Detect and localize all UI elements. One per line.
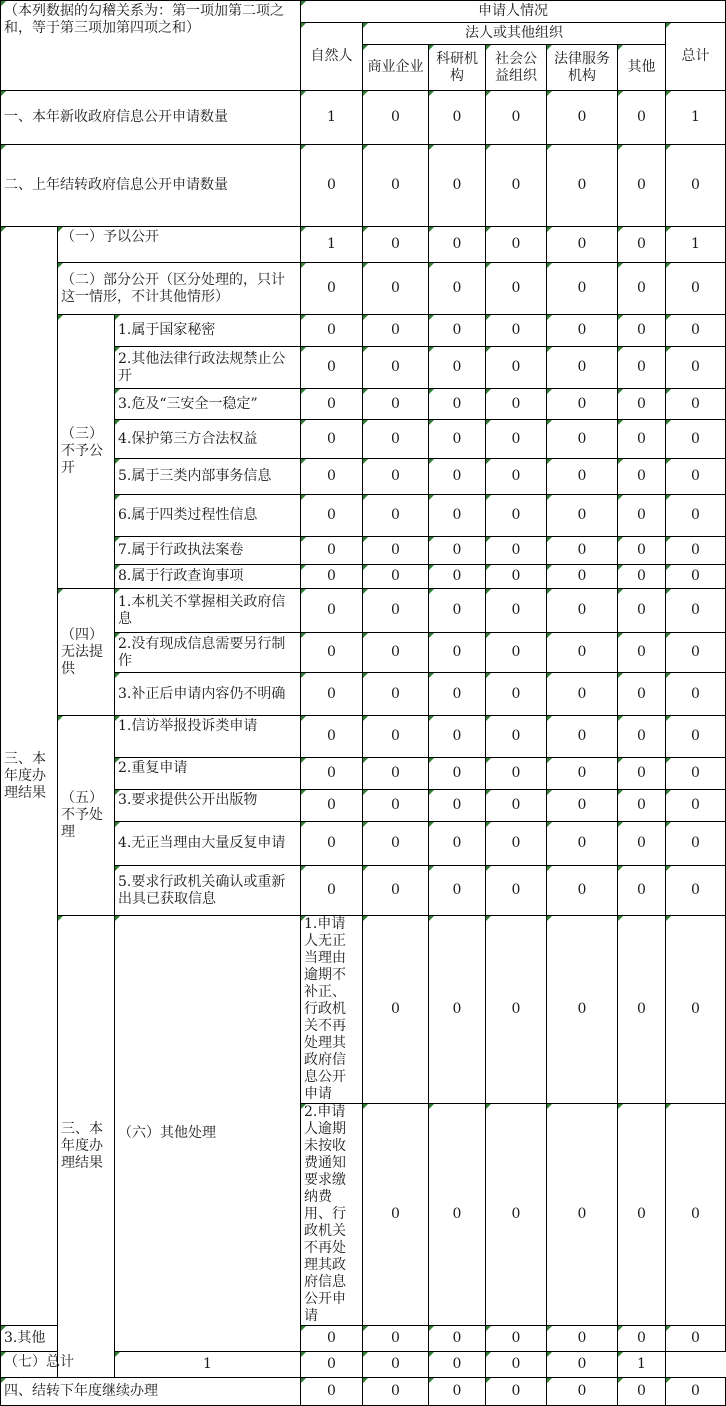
value-cell: 0 <box>618 389 666 420</box>
value-cell: 0 <box>363 633 429 673</box>
value-cell: 0 <box>547 263 618 315</box>
header-sub-column: 商业企业 <box>363 45 429 91</box>
value-cell: 0 <box>666 673 726 716</box>
value-cell: 0 <box>547 589 618 633</box>
section-4-label: 四、结转下年度继续办理 <box>1 1378 301 1406</box>
value-cell: 0 <box>429 227 486 263</box>
value-cell: 0 <box>363 758 429 790</box>
value-cell: 0 <box>547 145 618 227</box>
value-cell: 0 <box>363 420 429 459</box>
group-3-label: （三）不予公开 <box>58 315 115 589</box>
value-cell: 0 <box>666 633 726 673</box>
value-cell: 0 <box>666 589 726 633</box>
value-cell: 0 <box>301 537 363 565</box>
value-cell: 0 <box>486 263 547 315</box>
value-cell: 0 <box>363 565 429 589</box>
value-cell: 0 <box>429 673 486 716</box>
value-cell: 0 <box>301 565 363 589</box>
value-cell: 0 <box>363 91 429 145</box>
value-cell: 0 <box>486 673 547 716</box>
value-cell: 0 <box>363 822 429 866</box>
value-cell: 0 <box>363 459 429 495</box>
value-cell: 0 <box>666 716 726 758</box>
item-label: 1.申请人无正当理由逾期不补正、行政机关不再处理其政府信息公开申请 <box>301 916 363 1104</box>
value-cell: 1 <box>666 227 726 263</box>
value-cell: 0 <box>363 1104 429 1326</box>
value-cell: 1 <box>115 1352 301 1378</box>
value-cell: 0 <box>618 916 666 1104</box>
value-cell: 0 <box>486 347 547 389</box>
value-cell: 0 <box>301 822 363 866</box>
value-cell: 0 <box>301 866 363 916</box>
value-cell: 0 <box>486 565 547 589</box>
value-cell: 0 <box>547 537 618 565</box>
value-cell: 0 <box>666 1326 726 1352</box>
group-5-label: （五）不予处理 <box>58 716 115 916</box>
header-sub-column: 其他 <box>618 45 666 91</box>
value-cell: 0 <box>429 145 486 227</box>
value-cell: 0 <box>301 790 363 822</box>
value-cell: 0 <box>429 91 486 145</box>
value-cell: 0 <box>547 420 618 459</box>
item-label: 3.补正后申请内容仍不明确 <box>115 673 301 716</box>
item-label: 2.重复申请 <box>115 758 301 790</box>
item-label: 5.要求行政机关确认或重新出具已获取信息 <box>115 866 301 916</box>
value-cell: 0 <box>618 420 666 459</box>
header-sub-column: 法律服务机构 <box>547 45 618 91</box>
value-cell: 0 <box>301 459 363 495</box>
value-cell: 0 <box>363 866 429 916</box>
value-cell: 0 <box>363 537 429 565</box>
value-cell: 0 <box>363 716 429 758</box>
value-cell: 0 <box>486 91 547 145</box>
value-cell: 0 <box>301 389 363 420</box>
value-cell: 0 <box>547 495 618 537</box>
value-cell: 0 <box>547 866 618 916</box>
value-cell: 0 <box>486 145 547 227</box>
value-cell: 0 <box>547 633 618 673</box>
item-label: 5.属于三类内部事务信息 <box>115 459 301 495</box>
value-cell: 0 <box>618 822 666 866</box>
value-cell: 0 <box>301 145 363 227</box>
item-label: 4.保护第三方合法权益 <box>115 420 301 459</box>
value-cell: 0 <box>363 227 429 263</box>
value-cell: 0 <box>547 758 618 790</box>
value-cell: 0 <box>666 389 726 420</box>
value-cell: 0 <box>301 716 363 758</box>
value-cell: 0 <box>486 1378 547 1406</box>
value-cell: 0 <box>486 716 547 758</box>
value-cell: 0 <box>618 589 666 633</box>
value-cell: 0 <box>429 420 486 459</box>
item-label: 4.无正当理由大量反复申请 <box>115 822 301 866</box>
value-cell: 0 <box>429 633 486 673</box>
value-cell: 0 <box>363 1326 429 1352</box>
value-cell: 0 <box>666 537 726 565</box>
value-cell: 0 <box>429 589 486 633</box>
value-cell: 0 <box>429 389 486 420</box>
value-cell: 0 <box>429 315 486 347</box>
value-cell: 0 <box>547 91 618 145</box>
value-cell: 0 <box>618 758 666 790</box>
value-cell: 0 <box>547 916 618 1104</box>
value-cell: 0 <box>618 145 666 227</box>
value-cell: 1 <box>618 1352 666 1378</box>
item-label: 2.申请人逾期未按收费通知要求缴纳费用、行政机关不再处理其政府信息公开申请 <box>301 1104 363 1326</box>
value-cell: 0 <box>486 758 547 790</box>
value-cell: 0 <box>486 822 547 866</box>
value-cell: 0 <box>363 347 429 389</box>
value-cell: 0 <box>429 537 486 565</box>
item-label: 3.要求提供公开出版物 <box>115 790 301 822</box>
value-cell: 1 <box>301 91 363 145</box>
value-cell: 0 <box>429 1326 486 1352</box>
value-cell: 0 <box>666 1104 726 1326</box>
value-cell: 0 <box>429 347 486 389</box>
group-2-label: （二）部分公开（区分处理的，只计这一情形，不计其他情形） <box>58 263 301 315</box>
value-cell: 0 <box>547 389 618 420</box>
value-cell: 0 <box>618 673 666 716</box>
value-cell: 0 <box>486 459 547 495</box>
item-label: 1.属于国家秘密 <box>115 315 301 347</box>
value-cell: 0 <box>486 227 547 263</box>
value-cell: 0 <box>301 420 363 459</box>
value-cell: 0 <box>618 263 666 315</box>
value-cell: 0 <box>618 565 666 589</box>
item-label: 8.属于行政查询事项 <box>115 565 301 589</box>
value-cell: 0 <box>429 866 486 916</box>
value-cell: 0 <box>429 1378 486 1406</box>
value-cell: 0 <box>486 866 547 916</box>
value-cell: 0 <box>666 866 726 916</box>
value-cell: 0 <box>618 1104 666 1326</box>
value-cell: 0 <box>666 758 726 790</box>
value-cell: 0 <box>486 1104 547 1326</box>
value-cell: 0 <box>618 227 666 263</box>
value-cell: 0 <box>363 589 429 633</box>
value-cell: 0 <box>363 495 429 537</box>
value-cell: 0 <box>547 315 618 347</box>
value-cell: 0 <box>666 347 726 389</box>
value-cell: 0 <box>363 1352 429 1378</box>
value-cell: 0 <box>547 227 618 263</box>
value-cell: 0 <box>618 1326 666 1352</box>
value-cell: 0 <box>547 459 618 495</box>
value-cell: 0 <box>429 459 486 495</box>
group-4-label: （四）无法提供 <box>58 589 115 716</box>
item-label: 3.危及“三安全一稳定” <box>115 389 301 420</box>
value-cell: 0 <box>618 716 666 758</box>
value-cell: 0 <box>363 389 429 420</box>
value-cell: 0 <box>547 716 618 758</box>
header-sub-column: 科研机构 <box>429 45 486 91</box>
value-cell: 0 <box>429 565 486 589</box>
value-cell: 0 <box>429 822 486 866</box>
value-cell: 0 <box>666 790 726 822</box>
value-cell: 0 <box>666 145 726 227</box>
value-cell: 0 <box>486 389 547 420</box>
value-cell: 0 <box>301 263 363 315</box>
value-cell: 0 <box>486 1326 547 1352</box>
section-3-label-repeat: 三、本年度办理结果 <box>58 916 115 1378</box>
group-1-label: （一）予以公开 <box>58 227 301 263</box>
value-cell: 0 <box>666 565 726 589</box>
value-cell: 0 <box>486 790 547 822</box>
value-cell: 0 <box>301 1326 363 1352</box>
value-cell: 0 <box>486 1352 547 1378</box>
group-7-label: （七）总计 <box>1 1352 115 1378</box>
value-cell: 0 <box>547 673 618 716</box>
item-label: 1.本机关不掌握相关政府信息 <box>115 589 301 633</box>
header-total: 总计 <box>666 23 726 91</box>
value-cell: 0 <box>429 1104 486 1326</box>
value-cell: 0 <box>486 589 547 633</box>
value-cell: 0 <box>547 347 618 389</box>
value-cell: 0 <box>429 495 486 537</box>
value-cell: 0 <box>666 420 726 459</box>
header-note: （本列数据的勾稽关系为：第一项加第二项之和，等于第三项加第四项之和） <box>1 1 301 91</box>
value-cell: 0 <box>618 866 666 916</box>
value-cell: 0 <box>666 1378 726 1406</box>
value-cell: 0 <box>301 1378 363 1406</box>
header-applicant-situation: 申请人情况 <box>301 1 726 23</box>
value-cell: 0 <box>429 790 486 822</box>
value-cell: 0 <box>666 315 726 347</box>
item-label: 2.其他法律行政法规禁止公开 <box>115 347 301 389</box>
value-cell: 0 <box>363 1378 429 1406</box>
value-cell: 0 <box>301 1352 363 1378</box>
value-cell: 1 <box>666 91 726 145</box>
value-cell: 0 <box>429 1352 486 1378</box>
value-cell: 0 <box>363 145 429 227</box>
value-cell: 0 <box>547 1352 618 1378</box>
value-cell: 0 <box>363 790 429 822</box>
value-cell: 0 <box>301 347 363 389</box>
header-legal-org: 法人或其他组织 <box>363 23 666 45</box>
section-3-label: 三、本年度办理结果 <box>1 227 58 1326</box>
value-cell: 1 <box>301 227 363 263</box>
value-cell: 0 <box>429 758 486 790</box>
value-cell: 0 <box>301 315 363 347</box>
value-cell: 0 <box>429 716 486 758</box>
value-cell: 0 <box>618 91 666 145</box>
value-cell: 0 <box>486 537 547 565</box>
item-label: 7.属于行政执法案卷 <box>115 537 301 565</box>
value-cell: 0 <box>301 633 363 673</box>
value-cell: 0 <box>301 673 363 716</box>
value-cell: 0 <box>666 263 726 315</box>
value-cell: 0 <box>618 1378 666 1406</box>
group-6-label: （六）其他处理 <box>115 916 301 1352</box>
value-cell: 0 <box>486 420 547 459</box>
value-cell: 0 <box>618 347 666 389</box>
value-cell: 0 <box>547 1104 618 1326</box>
value-cell: 0 <box>363 673 429 716</box>
value-cell: 0 <box>363 263 429 315</box>
value-cell: 0 <box>486 315 547 347</box>
value-cell: 0 <box>363 916 429 1104</box>
value-cell: 0 <box>618 315 666 347</box>
value-cell: 0 <box>547 790 618 822</box>
value-cell: 0 <box>486 495 547 537</box>
item-label: 3.其他 <box>1 1326 58 1352</box>
value-cell: 0 <box>618 459 666 495</box>
value-cell: 0 <box>486 633 547 673</box>
value-cell: 0 <box>666 495 726 537</box>
value-cell: 0 <box>618 790 666 822</box>
item-label: 2.没有现成信息需要另行制作 <box>115 633 301 673</box>
section-1-label: 一、本年新收政府信息公开申请数量 <box>1 91 301 145</box>
value-cell: 0 <box>301 589 363 633</box>
value-cell: 0 <box>429 263 486 315</box>
value-cell: 0 <box>547 1378 618 1406</box>
value-cell: 0 <box>429 916 486 1104</box>
value-cell: 0 <box>363 315 429 347</box>
section-2-label: 二、上年结转政府信息公开申请数量 <box>1 145 301 227</box>
value-cell: 0 <box>547 822 618 866</box>
header-natural-person: 自然人 <box>301 23 363 91</box>
value-cell: 0 <box>547 1326 618 1352</box>
value-cell: 0 <box>547 565 618 589</box>
value-cell: 0 <box>666 822 726 866</box>
value-cell: 0 <box>618 495 666 537</box>
value-cell: 0 <box>486 916 547 1104</box>
value-cell: 0 <box>301 495 363 537</box>
item-label: 6.属于四类过程性信息 <box>115 495 301 537</box>
value-cell: 0 <box>666 916 726 1104</box>
value-cell: 0 <box>618 537 666 565</box>
header-sub-column: 社会公益组织 <box>486 45 547 91</box>
item-label: 1.信访举报投诉类申请 <box>115 716 301 758</box>
value-cell: 0 <box>666 459 726 495</box>
value-cell: 0 <box>301 758 363 790</box>
value-cell: 0 <box>618 633 666 673</box>
